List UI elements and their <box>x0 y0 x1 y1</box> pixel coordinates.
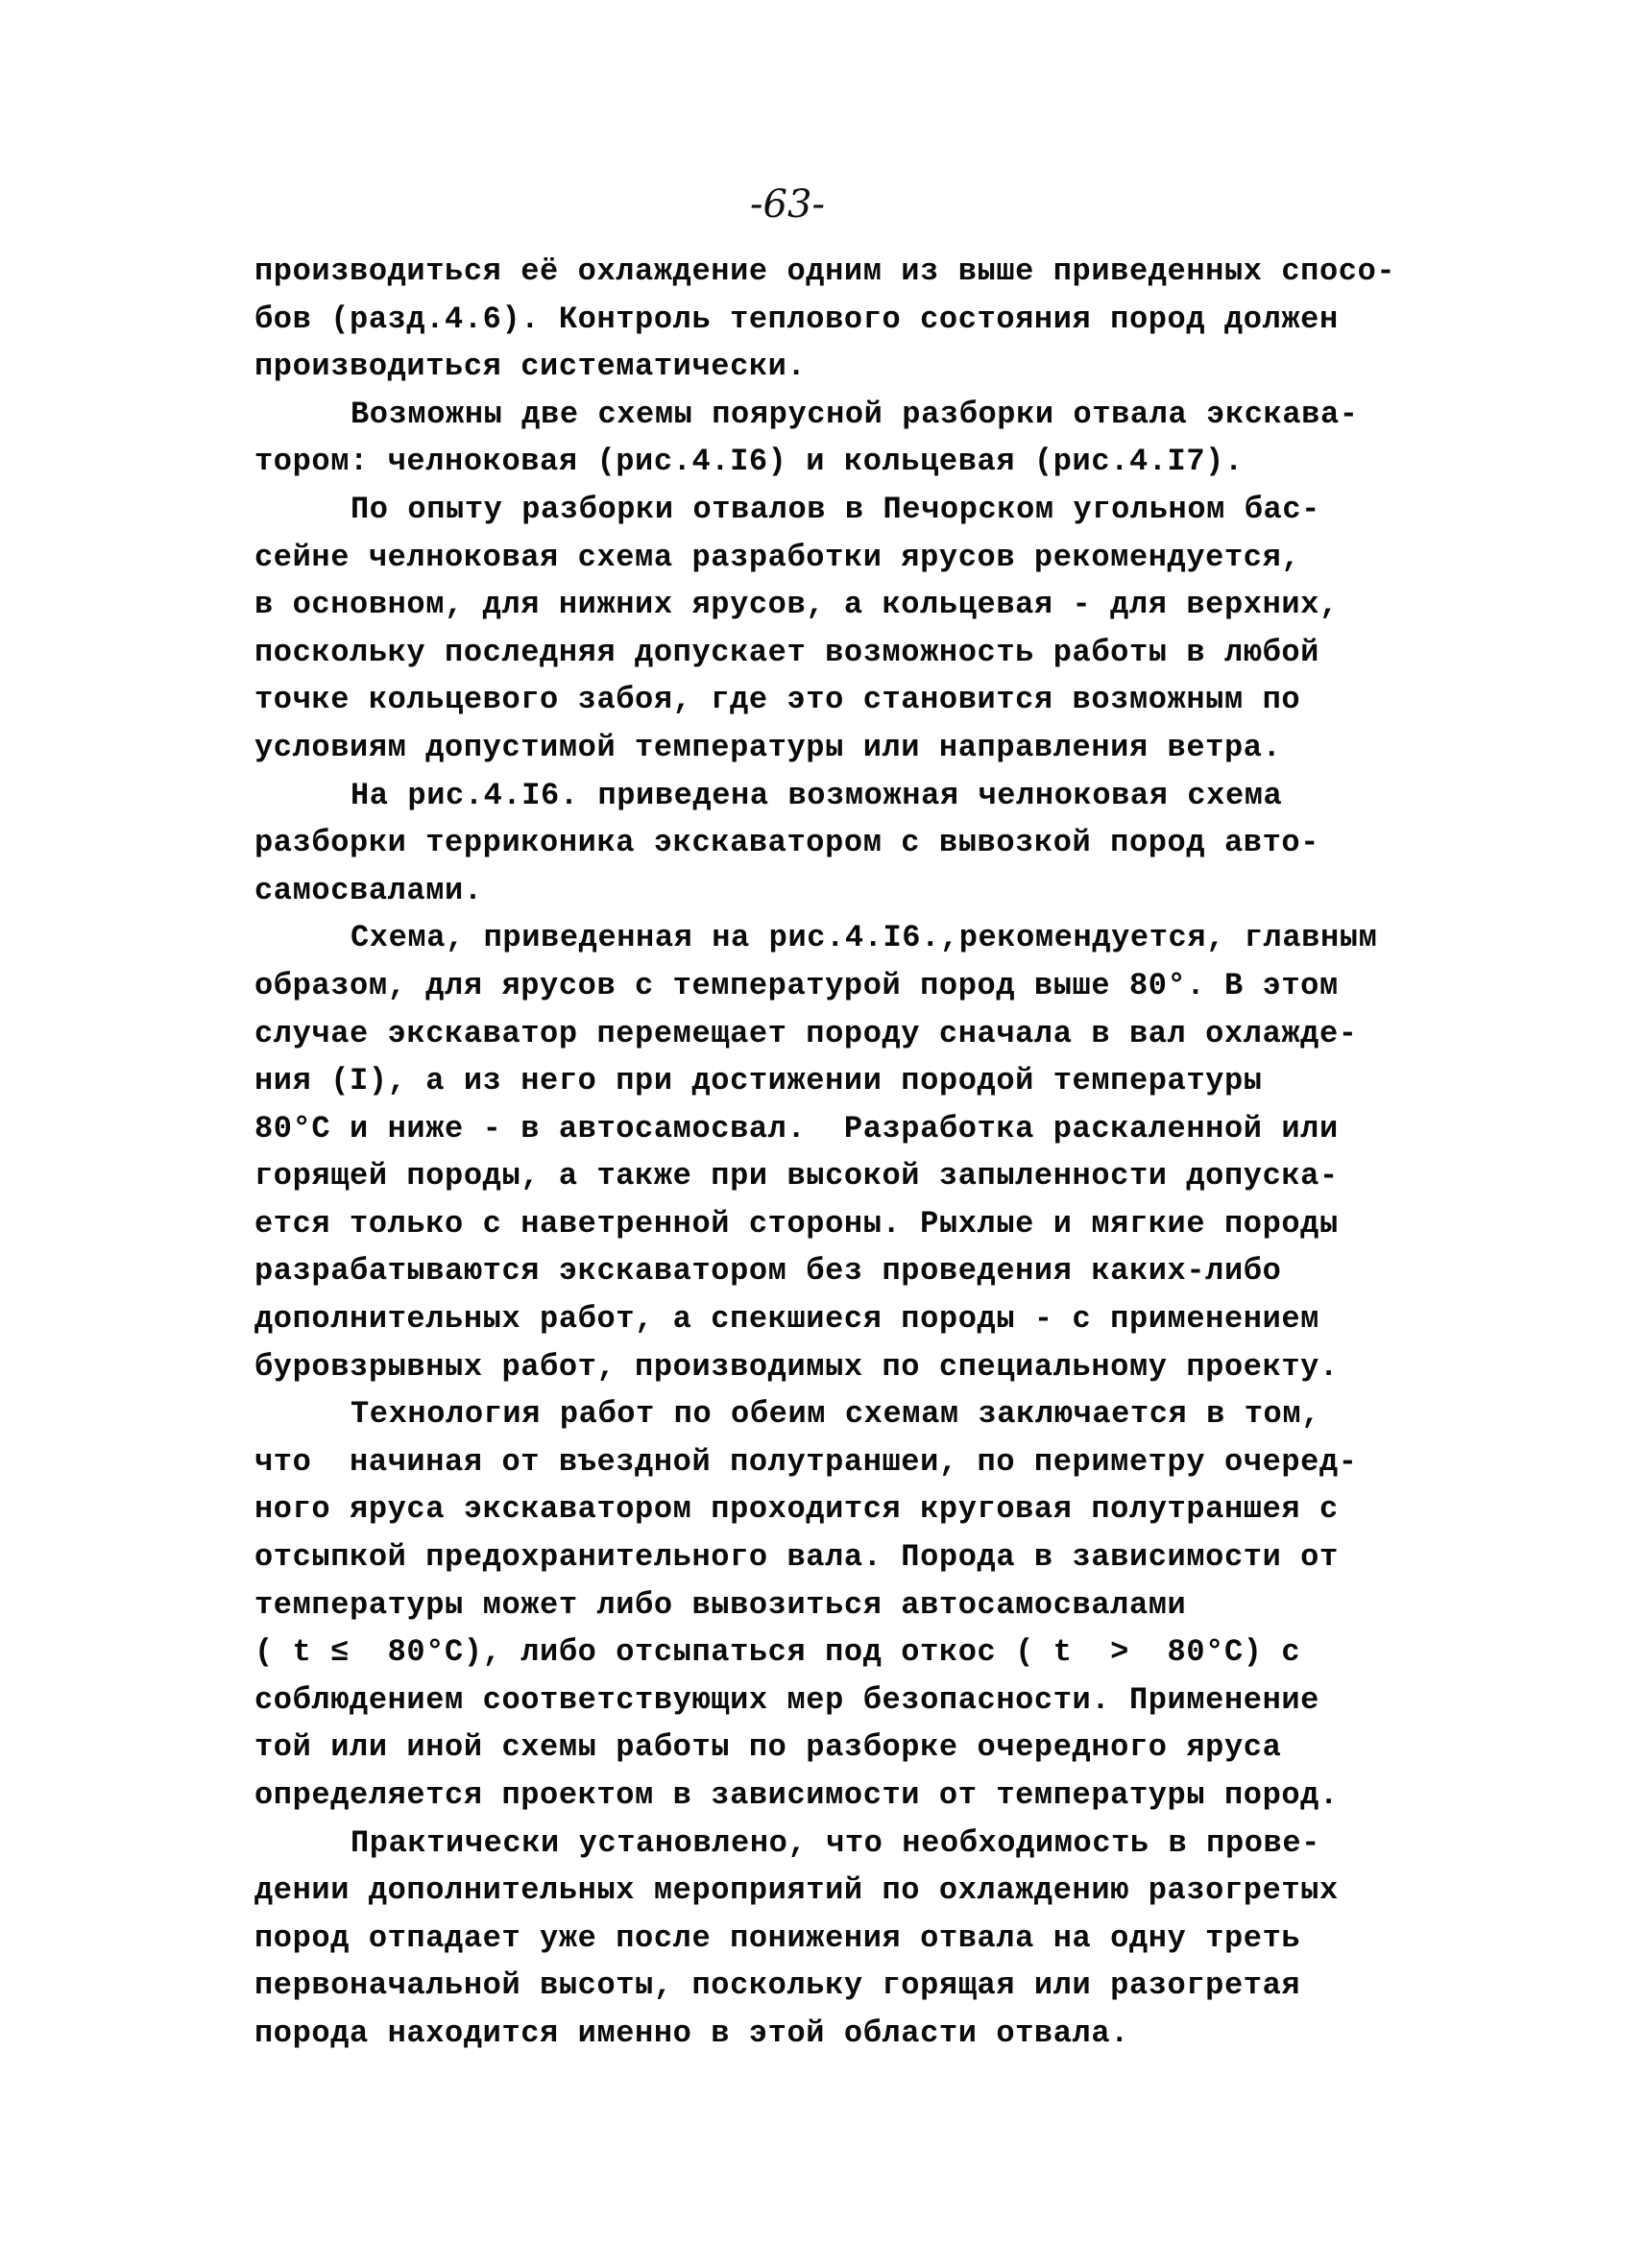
paragraph <box>254 391 1503 486</box>
paragraph <box>254 486 1503 772</box>
text-line: Технология работ по обеим схемам заключается в том, <box>351 1396 1320 1433</box>
text-line: соблюдением соответствующих мер безопасности. Применение <box>254 1681 1319 1718</box>
paragraph <box>254 248 1503 391</box>
text-line: поскольку последняя допускает возможность работы в любой <box>254 634 1319 670</box>
text-line: На рис.4.I6. приведена возможная челноковая схема <box>351 777 1283 813</box>
page-number: -63- <box>750 182 825 227</box>
text-line: отсыпкой предохранительного вала. Порода в зависимости от <box>254 1539 1339 1576</box>
text-line: Схема, приведенная на рис.4.I6.,рекомендуется, главным <box>351 920 1378 956</box>
text-line: ется только с наветренной стороны. Рыхлые и мягкие породы <box>254 1205 1339 1242</box>
text-line: разрабатываются экскаватором без проведения каких-либо <box>254 1253 1282 1290</box>
text-line: определяется проектом в зависимости от температуры пород. <box>254 1777 1339 1813</box>
text-line: тором: челноковая (рис.4.I6) и кольцевая (рис.4.I7). <box>254 444 1244 480</box>
text-line: той или иной схемы работы по разборке очередного яруса <box>254 1729 1282 1766</box>
text-line: буровзрывных работ, производимых по специальному проекту. <box>254 1348 1339 1385</box>
text-line: самосвалами. <box>254 872 483 908</box>
text-line: ния (I), а из него при достижении породой температуры <box>254 1063 1263 1099</box>
text-line: условиям допустимой температуры или направления ветра. <box>254 729 1282 765</box>
text-line: По опыту разборки отвалов в Печорском угольном бас- <box>351 491 1320 527</box>
text-line: точке кольцевого забоя, где это становится возможным по <box>254 682 1301 718</box>
text-line: производиться её охлаждение одним из выше приведенных спосо- <box>254 253 1396 289</box>
text-line: Практически установлено, что необходимость в прове- <box>351 1824 1320 1861</box>
paragraph <box>254 1390 1503 1819</box>
text-line: бов (разд.4.6). Контроль теплового состояния пород должен <box>254 301 1339 337</box>
text-line: дении дополнительных мероприятий по охлаждению разогретых <box>254 1872 1339 1909</box>
text-line: ного яруса экскаватором проходится круговая полутраншея с <box>254 1491 1339 1528</box>
text-line: что начиная от въездной полутраншеи, по периметру очеред- <box>254 1443 1358 1480</box>
paragraph <box>254 772 1503 915</box>
text-line: порода находится именно в этой области отвала. <box>254 2015 1129 2051</box>
paragraph <box>254 914 1503 1390</box>
text-line: в основном, для нижних ярусов, а кольцевая - для верхних, <box>254 587 1339 623</box>
text-line: Возможны две схемы поярусной разборки отвала экскава- <box>351 396 1359 432</box>
text-line: горящей породы, а также при высокой запыленности допуска- <box>254 1158 1339 1194</box>
text-line: 80°С и ниже - в автосамосвал. Разработка раскаленной или <box>254 1110 1339 1146</box>
text-line: температуры может либо вывозиться автосамосвалами <box>254 1586 1187 1623</box>
text-line: производиться систематически. <box>254 349 807 385</box>
text-line: пород отпадает уже после понижения отвала на одну треть <box>254 1919 1301 1956</box>
text-line: случае экскаватор перемещает породу сначала в вал охлажде- <box>254 1015 1358 1051</box>
paragraph <box>254 1820 1503 2058</box>
text-line: сейне челноковая схема разработки ярусов рекомендуется, <box>254 539 1301 575</box>
text-line: первоначальной высоты, поскольку горящая или разогретая <box>254 1967 1301 2004</box>
text-line: разборки терриконика экскаватором с вывозкой пород авто- <box>254 825 1319 861</box>
text-line: образом, для ярусов с температурой пород выше 80°. В этом <box>254 967 1339 1003</box>
body-text <box>254 248 1503 2058</box>
text-line: дополнительных работ, а спекшиеся породы - с применением <box>254 1301 1319 1338</box>
text-line: ( t ≤ 80°С), либо отсыпаться под откос ( t > 80°С) с <box>254 1634 1301 1671</box>
